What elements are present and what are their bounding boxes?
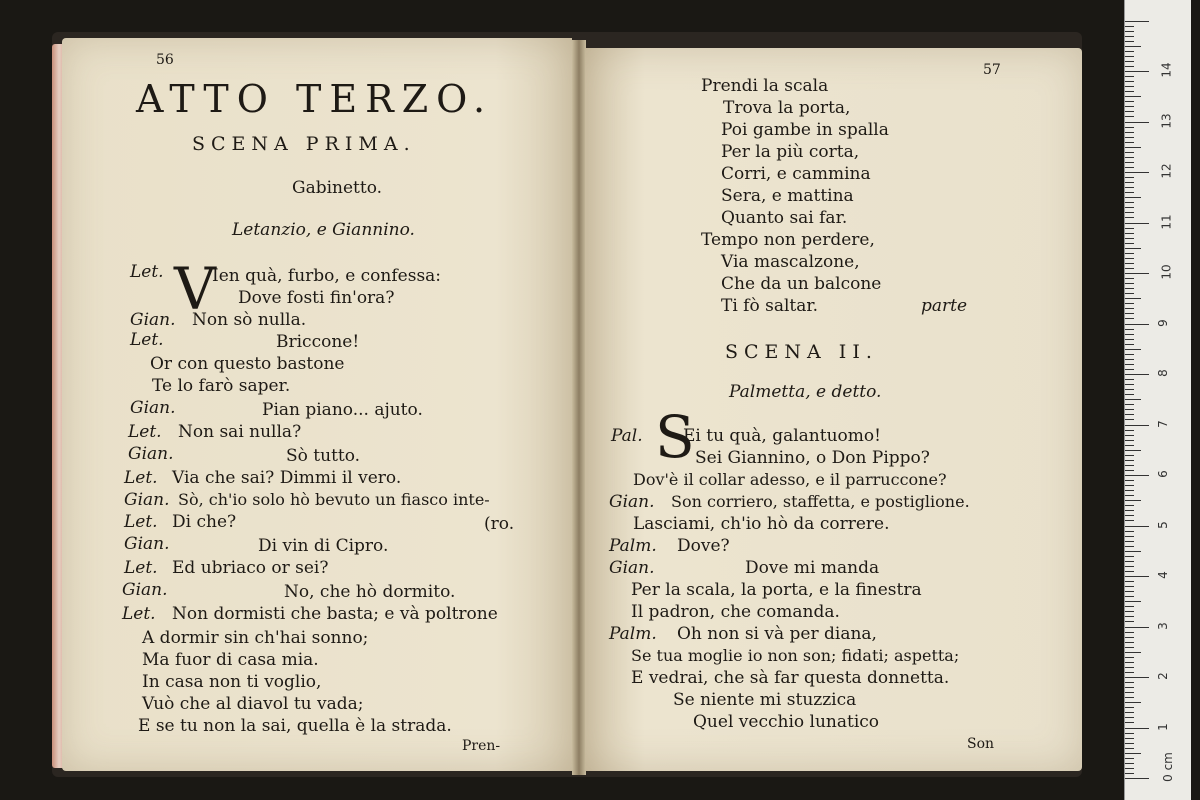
- ruler-tick: [1125, 591, 1134, 592]
- ruler-tick: [1125, 192, 1134, 193]
- ruler-tick: [1125, 318, 1134, 319]
- ruler-tick: [1125, 268, 1134, 269]
- ruler-tick: [1125, 606, 1134, 607]
- line: Dove mi manda: [745, 558, 880, 578]
- ruler-number: 7: [1155, 419, 1170, 428]
- ruler-tick: [1125, 51, 1134, 52]
- right-page: [585, 48, 1082, 771]
- measuring-ruler: [1124, 0, 1191, 800]
- ruler-tick: [1125, 187, 1134, 188]
- ruler-tick: [1125, 419, 1134, 420]
- line: Son corriero, staffetta, e postiglione.: [671, 492, 970, 511]
- ruler-tick: [1125, 536, 1134, 537]
- scene-title: SCENA PRIMA.: [192, 133, 416, 155]
- ruler-tick: [1125, 697, 1134, 698]
- ruler-tick: [1125, 571, 1134, 572]
- ruler-tick: [1125, 81, 1134, 82]
- ruler-tick: [1125, 561, 1134, 562]
- ruler-tick: [1125, 298, 1141, 299]
- speaker: Gian.: [609, 492, 655, 512]
- ruler-unit-label: 0 cm: [1160, 752, 1175, 782]
- speaker: Gian.: [124, 490, 170, 510]
- ruler-tick: [1125, 702, 1141, 703]
- ruler-tick: [1125, 657, 1134, 658]
- speaker: Pal.: [611, 426, 643, 446]
- book-spine: [572, 40, 586, 775]
- ruler-tick: [1125, 556, 1134, 557]
- ruler-tick: [1125, 450, 1141, 451]
- ruler-tick: [1125, 369, 1134, 370]
- ruler-tick: [1125, 526, 1149, 527]
- ruler-tick: [1125, 152, 1134, 153]
- line: Per la scala, la porta, e la finestra: [631, 580, 922, 600]
- ruler-tick: [1125, 672, 1134, 673]
- ruler-tick: [1125, 409, 1134, 410]
- ruler-tick: [1125, 106, 1134, 107]
- ruler-tick: [1125, 101, 1134, 102]
- ruler-tick: [1125, 207, 1134, 208]
- act-title: ATTO TERZO.: [136, 77, 494, 121]
- scene-setting: Gabinetto.: [292, 178, 383, 198]
- ruler-tick: [1125, 233, 1134, 234]
- verse-line: Tempo non perdere,: [701, 230, 875, 250]
- ruler-tick: [1125, 359, 1134, 360]
- ruler-tick: [1125, 334, 1134, 335]
- line: E vedrai, che sà far questa donnetta.: [631, 668, 950, 688]
- line: Sò, ch'io solo hò bevuto un fiasco inte-: [178, 490, 490, 509]
- ruler-tick: [1125, 76, 1134, 77]
- line: Se tua moglie io non son; fidati; aspetta;: [631, 646, 960, 665]
- ruler-tick: [1125, 71, 1149, 72]
- ruler-tick: [1125, 122, 1149, 123]
- ruler-tick: [1125, 41, 1134, 42]
- speaker: Gian.: [130, 398, 176, 418]
- line: Or con questo bastone: [150, 354, 345, 374]
- ruler-tick: [1125, 465, 1134, 466]
- ruler-tick: [1125, 404, 1134, 405]
- line: No, che hò dormito.: [284, 582, 456, 602]
- ruler-tick: [1125, 460, 1134, 461]
- ruler-tick: [1125, 288, 1134, 289]
- ruler-tick: [1125, 147, 1141, 148]
- line: Ien quà, furbo, e confessa:: [212, 266, 442, 286]
- ruler-tick: [1125, 197, 1141, 198]
- ruler-tick: [1125, 546, 1134, 547]
- ruler-tick: [1125, 36, 1134, 37]
- ruler-number: 11: [1159, 213, 1174, 230]
- ruler-tick: [1125, 339, 1134, 340]
- ruler-number: 2: [1155, 672, 1170, 680]
- ruler-tick: [1125, 56, 1134, 57]
- ruler-tick: [1125, 349, 1141, 350]
- ruler-tick: [1125, 384, 1134, 385]
- ruler-tick: [1125, 717, 1134, 718]
- ruler-tick: [1125, 21, 1149, 22]
- ruler-tick: [1125, 500, 1141, 501]
- ruler-tick: [1125, 111, 1134, 112]
- ruler-tick: [1125, 576, 1149, 577]
- ruler-tick: [1125, 253, 1134, 254]
- line: Sei Giannino, o Don Pippo?: [695, 448, 930, 468]
- ruler-tick: [1125, 485, 1134, 486]
- scene-characters: Palmetta, e detto.: [729, 382, 882, 402]
- speaker: Let.: [124, 558, 158, 578]
- ruler-tick: [1125, 313, 1134, 314]
- ruler-tick: [1125, 228, 1134, 229]
- speaker: Gian.: [130, 310, 176, 330]
- ruler-tick: [1125, 687, 1134, 688]
- ruler-tick: [1125, 637, 1134, 638]
- ruler-tick: [1125, 490, 1134, 491]
- ruler-tick: [1125, 778, 1149, 779]
- verse-line: Corri, e cammina: [721, 164, 871, 184]
- ruler-tick: [1125, 137, 1134, 138]
- ruler-tick: [1125, 586, 1134, 587]
- left-page: [62, 38, 572, 771]
- verse-line: Prendi la scala: [701, 76, 829, 96]
- ruler-tick: [1125, 728, 1149, 729]
- ruler-tick: [1125, 116, 1134, 117]
- ruler-tick: [1125, 748, 1134, 749]
- ruler-tick: [1125, 394, 1134, 395]
- ruler-tick: [1125, 172, 1149, 173]
- ruler-tick: [1125, 96, 1141, 97]
- verse-line: Quanto sai far.: [721, 208, 848, 228]
- ruler-tick: [1125, 647, 1134, 648]
- ruler-tick: [1125, 91, 1134, 92]
- line: Vuò che al diavol tu vada;: [142, 694, 364, 714]
- ruler-number: 5: [1155, 520, 1170, 529]
- ruler-tick: [1125, 475, 1149, 476]
- ruler-tick: [1125, 157, 1134, 158]
- ruler-tick: [1125, 505, 1134, 506]
- ruler-tick: [1125, 495, 1134, 496]
- line: Di vin di Cipro.: [258, 536, 389, 556]
- ruler-number: 1: [1155, 722, 1170, 731]
- line: Dove?: [677, 536, 730, 556]
- line: Dove fosti fin'ora?: [238, 288, 395, 308]
- ruler-tick: [1125, 531, 1134, 532]
- line: Te lo farò saper.: [152, 376, 291, 396]
- ruler-tick: [1125, 293, 1134, 294]
- ruler-tick: [1125, 566, 1134, 567]
- line: Il padron, che comanda.: [631, 602, 840, 622]
- ruler-tick: [1125, 61, 1134, 62]
- ruler-number: 8: [1155, 369, 1170, 377]
- line: Non sò nulla.: [192, 310, 307, 330]
- ruler-tick: [1125, 455, 1134, 456]
- ruler-number: 6: [1155, 470, 1170, 478]
- ruler-number: 10: [1159, 264, 1174, 280]
- ruler-tick: [1125, 263, 1134, 264]
- page-number: 57: [983, 62, 1001, 78]
- line: In casa non ti voglio,: [142, 672, 322, 692]
- line: Briccone!: [276, 332, 360, 352]
- verse-line: Per la più corta,: [721, 142, 860, 162]
- ruler-tick: [1125, 642, 1134, 643]
- ruler-tick: [1125, 142, 1134, 143]
- ruler-tick: [1125, 773, 1134, 774]
- ruler-tick: [1125, 652, 1141, 653]
- ruler-tick: [1125, 399, 1141, 400]
- drop-cap: V: [174, 255, 216, 323]
- speaker: Gian.: [122, 580, 168, 600]
- speaker: Palm.: [609, 624, 657, 644]
- ruler-tick: [1125, 177, 1134, 178]
- ruler-tick: [1125, 627, 1149, 628]
- ruler-number: 3: [1155, 621, 1170, 630]
- exit-note: parte: [921, 296, 968, 316]
- ruler-tick: [1125, 743, 1134, 744]
- ruler-tick: [1125, 303, 1134, 304]
- line: E se tu non la sai, quella è la strada.: [138, 716, 452, 736]
- line: Ei tu quà, galantuomo!: [683, 426, 881, 446]
- line: Di che?: [172, 512, 237, 532]
- ruler-tick: [1125, 354, 1134, 355]
- speaker: Let.: [124, 468, 158, 488]
- ruler-tick: [1125, 738, 1134, 739]
- ruler-tick: [1125, 248, 1141, 249]
- speaker: Gian.: [124, 534, 170, 554]
- line: Sò tutto.: [286, 446, 361, 466]
- scene-characters: Letanzio, e Giannino.: [232, 220, 415, 240]
- ruler-tick: [1125, 440, 1134, 441]
- speaker: Let.: [122, 604, 156, 624]
- ruler-tick: [1125, 707, 1134, 708]
- ruler-tick: [1125, 515, 1134, 516]
- ruler-tick: [1125, 763, 1134, 764]
- line: Se niente mi stuzzica: [673, 690, 857, 710]
- line: Dov'è il collar adesso, e il parruccone?: [633, 470, 947, 489]
- ruler-tick: [1125, 308, 1134, 309]
- page-number: 56: [156, 52, 174, 68]
- ruler-tick: [1125, 541, 1134, 542]
- ruler-tick: [1125, 167, 1134, 168]
- ruler-tick: [1125, 425, 1149, 426]
- ruler-number: 12: [1159, 163, 1174, 179]
- ruler-tick: [1125, 430, 1134, 431]
- ruler-tick: [1125, 127, 1134, 128]
- speaker: Let.: [124, 512, 158, 532]
- ruler-tick: [1125, 768, 1134, 769]
- ruler-tick: [1125, 26, 1134, 27]
- ruler-tick: [1125, 414, 1134, 415]
- ruler-tick: [1125, 733, 1134, 734]
- ruler-tick: [1125, 132, 1134, 133]
- ruler-tick: [1125, 611, 1134, 612]
- ruler-tick: [1125, 202, 1134, 203]
- ruler-tick: [1125, 722, 1134, 723]
- ruler-tick: [1125, 758, 1134, 759]
- ruler-tick: [1125, 596, 1134, 597]
- ruler-tick: [1125, 692, 1134, 693]
- ruler-tick: [1125, 278, 1134, 279]
- catchword: Son: [967, 736, 995, 752]
- verse-line: Trova la porta,: [723, 98, 851, 118]
- line: Via che sai? Dimmi il vero.: [172, 468, 402, 488]
- verse-line: Che da un balcone: [721, 274, 882, 294]
- ruler-tick: [1125, 283, 1134, 284]
- line: Quel vecchio lunatico: [693, 712, 880, 732]
- ruler-tick: [1125, 243, 1134, 244]
- ruler-tick: [1125, 616, 1134, 617]
- speaker: Gian.: [609, 558, 655, 578]
- ruler-tick: [1125, 435, 1134, 436]
- ruler-tick: [1125, 238, 1134, 239]
- ruler-tick: [1125, 212, 1134, 213]
- drop-cap: S: [655, 403, 695, 471]
- ruler-tick: [1125, 223, 1149, 224]
- line: Non dormisti che basta; e và poltrone: [172, 604, 498, 624]
- line: Non sai nulla?: [178, 422, 302, 442]
- verse-line: Ti fò saltar.: [721, 296, 819, 316]
- ruler-tick: [1125, 86, 1134, 87]
- ruler-tick: [1125, 632, 1134, 633]
- ruler-tick: [1125, 601, 1141, 602]
- ruler-tick: [1125, 551, 1141, 552]
- ruler-tick: [1125, 470, 1134, 471]
- ruler-number: 14: [1159, 62, 1174, 78]
- ruler-tick: [1125, 66, 1134, 67]
- ruler-tick: [1125, 581, 1134, 582]
- scene-title: SCENA II.: [725, 341, 878, 363]
- ruler-tick: [1125, 389, 1134, 390]
- speaker: Gian.: [128, 444, 174, 464]
- ruler-tick: [1125, 662, 1134, 663]
- speaker: Let.: [130, 330, 164, 350]
- ruler-tick: [1125, 445, 1134, 446]
- ruler-number: 13: [1159, 112, 1174, 129]
- catchword: Pren-: [462, 738, 501, 754]
- ruler-tick: [1125, 31, 1134, 32]
- ruler-tick: [1125, 258, 1134, 259]
- ruler-tick: [1125, 677, 1149, 678]
- ruler-tick: [1125, 182, 1134, 183]
- line: Ed ubriaco or sei?: [172, 558, 329, 578]
- line: Ma fuor di casa mia.: [142, 650, 319, 670]
- ruler-tick: [1125, 324, 1149, 325]
- ruler-tick: [1125, 374, 1149, 375]
- ruler-tick: [1125, 162, 1134, 163]
- speaker: Palm.: [609, 536, 657, 556]
- verse-line: Poi gambe in spalla: [721, 120, 889, 140]
- ruler-tick: [1125, 46, 1141, 47]
- line: (ro.: [484, 514, 515, 534]
- ruler-tick: [1125, 753, 1141, 754]
- ruler-tick: [1125, 273, 1149, 274]
- ruler-tick: [1125, 217, 1134, 218]
- ruler-tick: [1125, 329, 1134, 330]
- verse-line: Sera, e mattina: [721, 186, 854, 206]
- ruler-tick: [1125, 621, 1134, 622]
- ruler-number: 4: [1155, 571, 1170, 579]
- line: Pian piano... ajuto.: [262, 400, 423, 420]
- ruler-tick: [1125, 510, 1134, 511]
- ruler-tick: [1125, 682, 1134, 683]
- ruler-tick: [1125, 480, 1134, 481]
- ruler-tick: [1125, 379, 1134, 380]
- ruler-tick: [1125, 520, 1134, 521]
- verse-line: Via mascalzone,: [721, 252, 860, 272]
- line: Oh non si và per diana,: [677, 624, 877, 644]
- ruler-tick: [1125, 667, 1134, 668]
- line: Lasciami, ch'io hò da correre.: [633, 514, 890, 534]
- ruler-tick: [1125, 364, 1134, 365]
- ruler-tick: [1125, 344, 1134, 345]
- line: A dormir sin ch'hai sonno;: [142, 628, 369, 648]
- ruler-tick: [1125, 712, 1134, 713]
- ruler-number: 9: [1155, 318, 1170, 327]
- speaker: Let.: [130, 262, 164, 282]
- speaker: Let.: [128, 422, 162, 442]
